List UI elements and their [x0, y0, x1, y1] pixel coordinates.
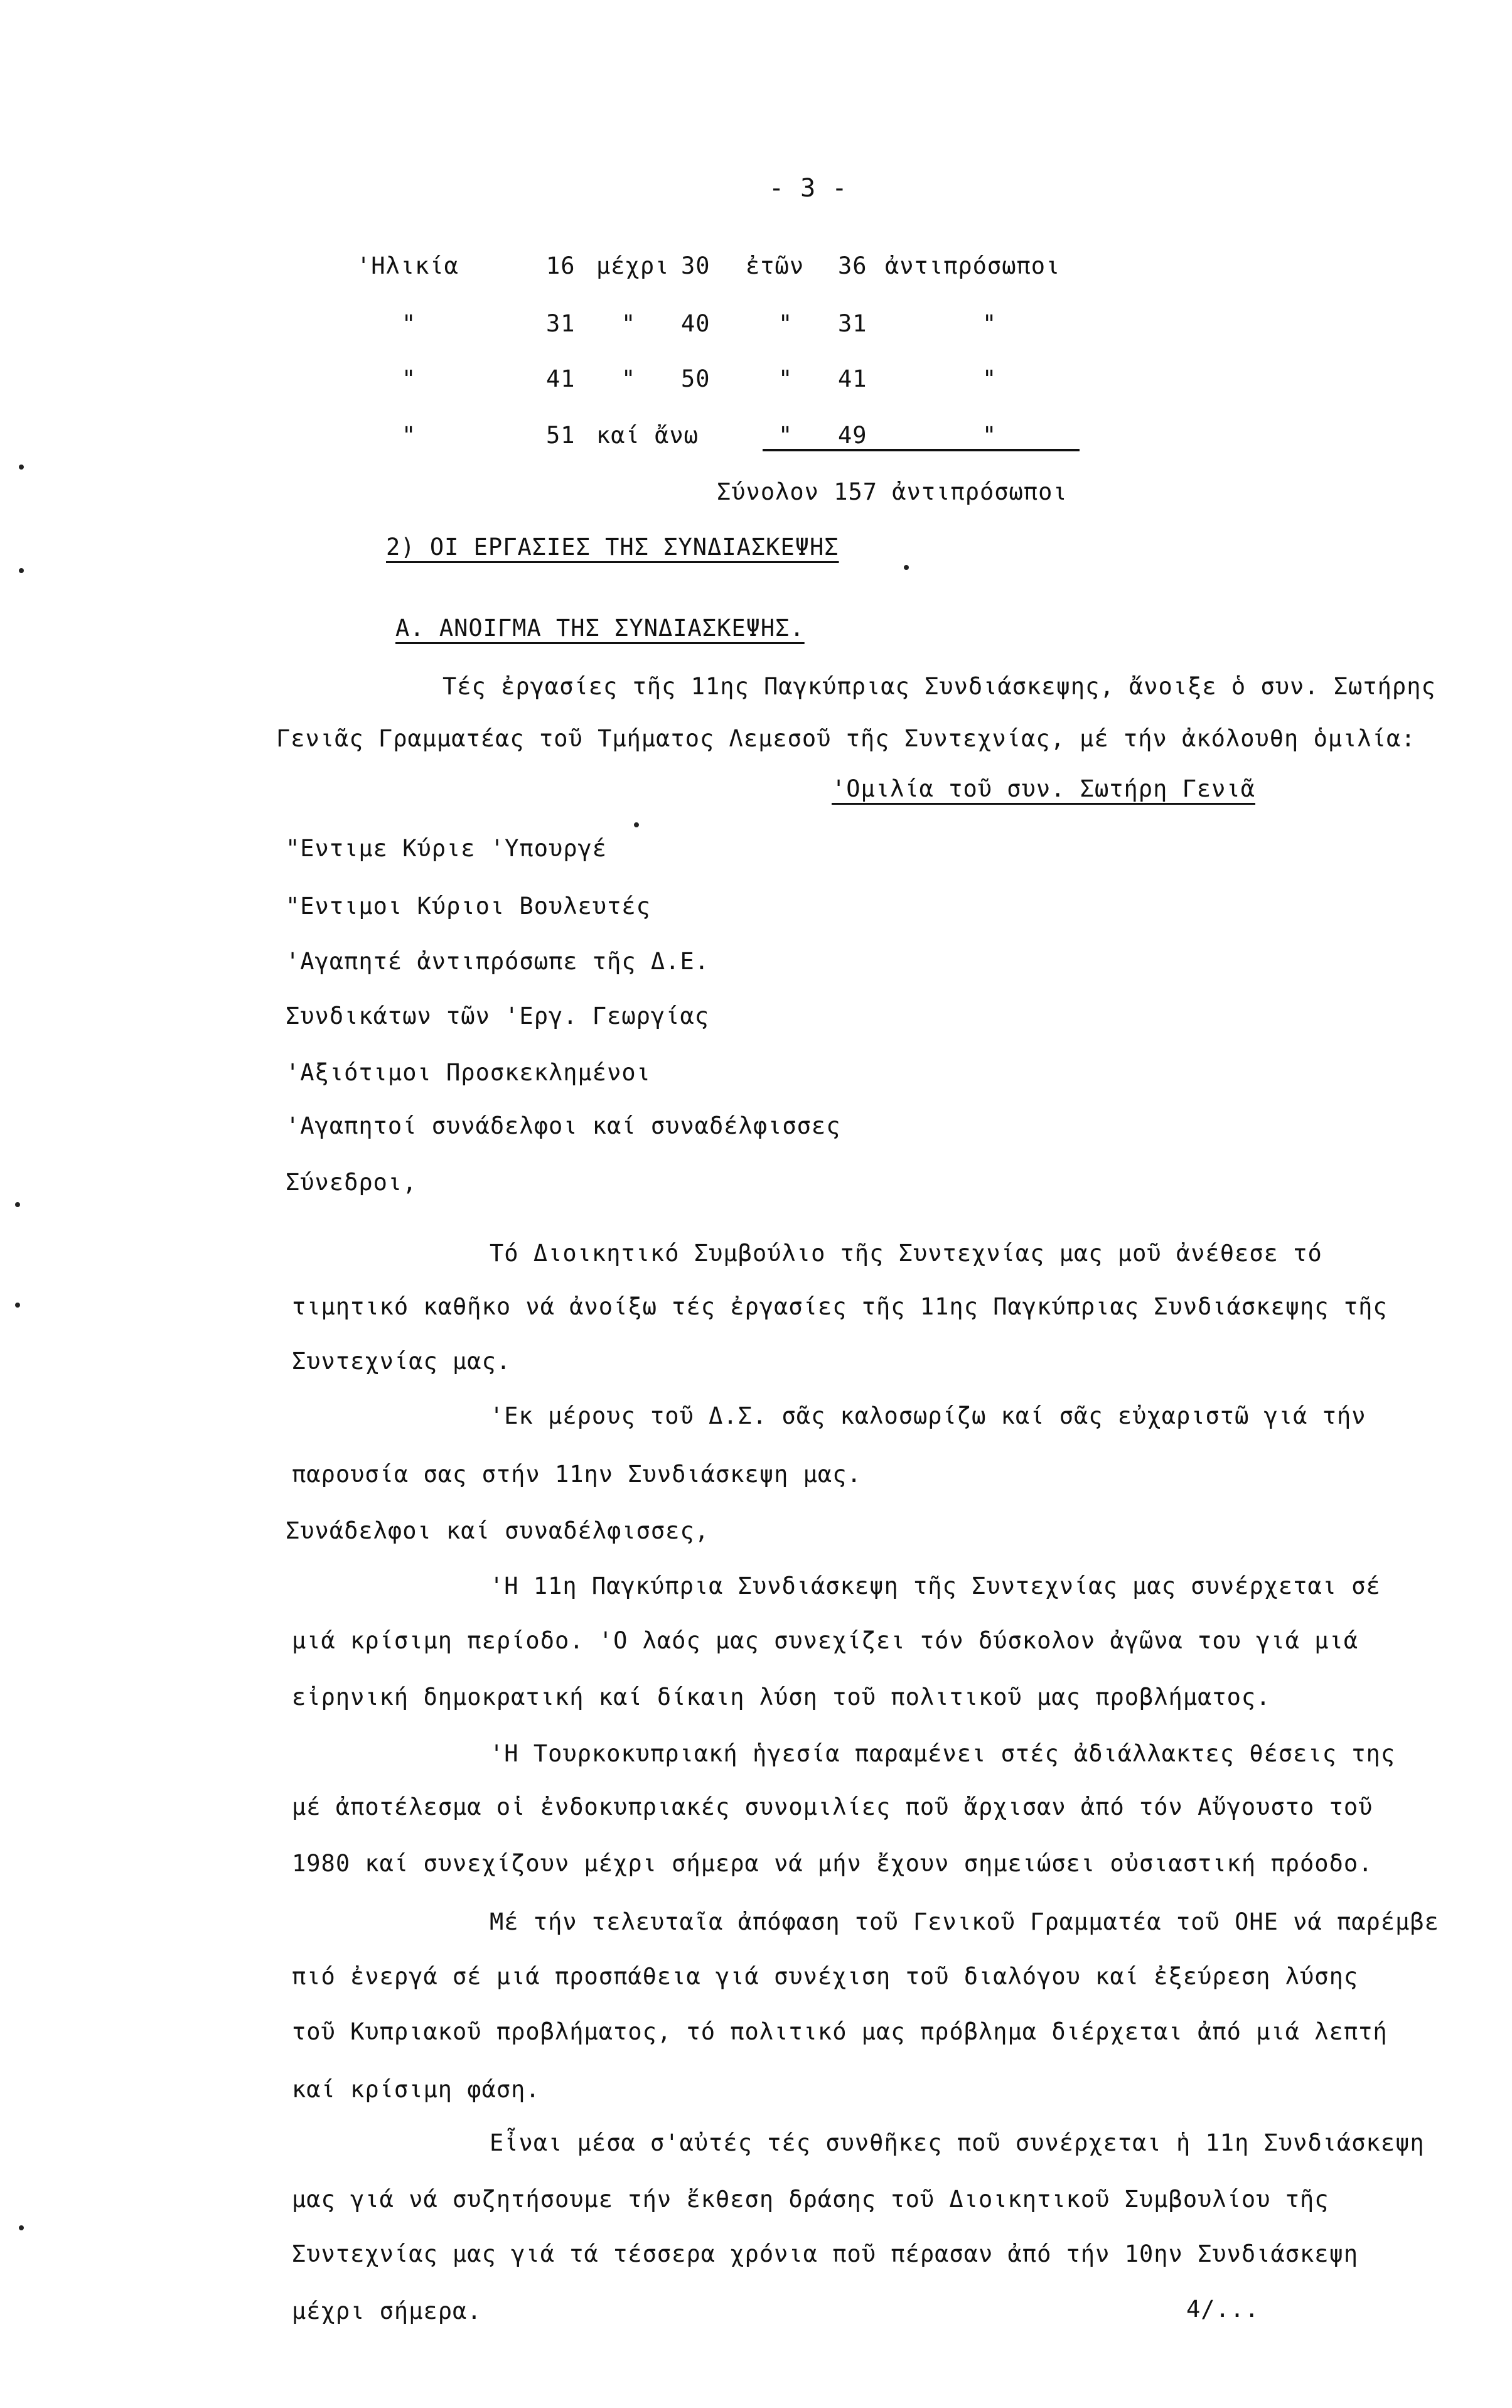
row-count: 31: [838, 310, 867, 337]
row-desc: ": [982, 422, 997, 449]
intro-line: Γενιᾶς Γραμματέας τοῦ Τμήματος Λεμεσοῦ τῆς Συντεχνίας, μέ τήν ἀκόλουθη ὁμιλία:: [276, 725, 1416, 752]
speck: [904, 565, 909, 570]
speck: [15, 1303, 20, 1308]
paragraph-line: πιό ἐνεργά σέ μιά προσπάθεια γιά συνέχιση τοῦ διαλόγου καί ἐξεύρεση λύσης: [292, 1963, 1359, 1990]
row-unit: ἐτῶν: [746, 252, 805, 279]
salutation-line: "Εντιμε Κύριε 'Υπουργέ: [286, 835, 608, 862]
row-word: ": [621, 310, 636, 337]
row-from: 16: [546, 252, 576, 279]
paragraph-line: μας γιά νά συζητήσουμε τήν ἔκθεση δράσης τοῦ Διοικητικοῦ Συμβουλίου τῆς: [292, 2186, 1329, 2213]
speck: [634, 822, 639, 827]
paragraph-line: Μέ τήν τελευταῖα ἀπόφαση τοῦ Γενικοῦ Γραμματέα τοῦ ΟΗΕ νά παρέμβε: [490, 1908, 1439, 1935]
row-desc: ἀντιπρόσωποι: [885, 252, 1061, 279]
row-unit: ": [778, 365, 793, 392]
row-unit: ": [778, 310, 793, 337]
row-desc: ": [982, 310, 997, 337]
speck: [19, 465, 24, 470]
row-from: 31: [546, 310, 576, 337]
row-label: 'Ηλικία: [357, 252, 459, 279]
salutation-line: Σύνεδροι,: [286, 1169, 417, 1196]
paragraph-line: 'Εκ μέρους τοῦ Δ.Σ. σᾶς καλοσωρίζω καί σᾶς εὐχαριστῶ γιά τήν: [490, 1402, 1366, 1429]
paragraph-line: τοῦ Κυπριακοῦ προβλήματος, τό πολιτικό μας πρόβλημα διέρχεται ἀπό μιά λεπτή: [292, 2018, 1388, 2045]
paragraph-line: 1980 καί συνεχίζουν μέχρι σήμερα νά μήν ἔχουν σημειώσει οὐσιαστική πρόοδο.: [292, 1850, 1373, 1877]
salutation-line: 'Αγαπητέ ἀντιπρόσωπε τῆς Δ.Ε.: [286, 948, 710, 975]
paragraph-line: 'Η Τουρκοκυπριακή ἡγεσία παραμένει στές ἀδιάλλακτες θέσεις της: [490, 1740, 1396, 1767]
speech-title: 'Ομιλία τοῦ συν. Σωτήρη Γενιᾶ: [832, 775, 1256, 802]
subsection-heading: Α. ΑΝΟΙΓΜΑ ΤΗΣ ΣΥΝΔΙΑΣΚΕΨΗΣ.: [395, 615, 805, 642]
paragraph-line: Συντεχνίας μας.: [292, 1348, 512, 1375]
paragraph-line: 'Η 11η Παγκύπρια Συνδιάσκεψη τῆς Συντεχνίας μας συνέρχεται σέ: [490, 1572, 1381, 1599]
row-from: 51: [546, 422, 576, 449]
row-label: ": [402, 310, 417, 337]
paragraph-line: Εἶναι μέσα σ'αὐτές τές συνθῆκες ποῦ συνέρχεται ἡ 11η Συνδιάσκεψη: [490, 2129, 1425, 2156]
salutation-line: "Εντιμοι Κύριοι Βουλευτές: [286, 893, 651, 920]
paragraph-line: τιμητικό καθῆκο νά ἀνοίξω τές ἐργασίες τῆς 11ης Παγκύπριας Συνδιάσκεψης τῆς: [292, 1293, 1388, 1320]
paragraph-line: Τό Διοικητικό Συμβούλιο τῆς Συντεχνίας μας μοῦ ἀνέθεσε τό: [490, 1240, 1322, 1267]
row-count: 36: [838, 252, 867, 279]
section-heading: 2) ΟΙ ΕΡΓΑΣΙΕΣ ΤΗΣ ΣΥΝΔΙΑΣΚΕΨΗΣ: [386, 534, 839, 561]
salutation-line: Συνδικάτων τῶν 'Εργ. Γεωργίας: [286, 1002, 710, 1029]
total-rule: [763, 449, 1080, 451]
paragraph-line: μιά κρίσιμη περίοδο. 'Ο λαός μας συνεχίζει τόν δύσκολον ἀγῶνα του γιά μιά: [292, 1627, 1359, 1654]
row-to: 40: [681, 310, 710, 337]
paragraph-line: Συνάδελφοι καί συναδέλφισσες,: [286, 1517, 710, 1544]
paragraph-line: μέχρι σήμερα.: [292, 2298, 482, 2325]
salutation-line: 'Αγαπητοί συνάδελφοι καί συναδέλφισσες: [286, 1112, 841, 1139]
row-word: καί ἄνω: [596, 422, 699, 449]
row-label: ": [402, 365, 417, 392]
paragraph-line: καί κρίσιμη φάση.: [292, 2076, 540, 2103]
page-number: - 3 -: [769, 174, 848, 203]
table-total: Σύνολον 157 ἀντιπρόσωποι: [717, 478, 1068, 505]
paragraph-line: μέ ἀποτέλεσμα οἱ ἐνδοκυπριακές συνομιλίες ποῦ ἄρχισαν ἀπό τόν Αὔγουστο τοῦ: [292, 1793, 1373, 1820]
paragraph-line: Συντεχνίας μας γιά τά τέσσερα χρόνια ποῦ πέρασαν ἀπό τήν 10ην Συνδιάσκεψη: [292, 2240, 1359, 2267]
intro-line: Τές ἐργασίες τῆς 11ης Παγκύπριας Συνδιάσκεψης, ἄνοιξε ὁ συν. Σωτήρης: [442, 673, 1436, 700]
speck: [15, 1202, 20, 1207]
paragraph-line: παρουσία σας στήν 11ην Συνδιάσκεψη μας.: [292, 1461, 862, 1488]
row-unit: ": [778, 422, 793, 449]
row-count: 41: [838, 365, 867, 392]
row-desc: ": [982, 365, 997, 392]
paragraph-line: εἰρηνική δημοκρατική καί δίκαιη λύση τοῦ πολιτικοῦ μας προβλήματος.: [292, 1684, 1271, 1711]
speck: [19, 2225, 24, 2230]
row-word: ": [621, 365, 636, 392]
row-to: 50: [681, 365, 710, 392]
row-word: μέχρι: [596, 252, 670, 279]
row-to: 30: [681, 252, 710, 279]
row-label: ": [402, 422, 417, 449]
speck: [19, 568, 24, 573]
salutation-line: 'Αξιότιμοι Προσκεκλημένοι: [286, 1059, 651, 1086]
row-from: 41: [546, 365, 576, 392]
row-count: 49: [838, 422, 867, 449]
continuation-marker: 4/...: [1186, 2296, 1260, 2323]
